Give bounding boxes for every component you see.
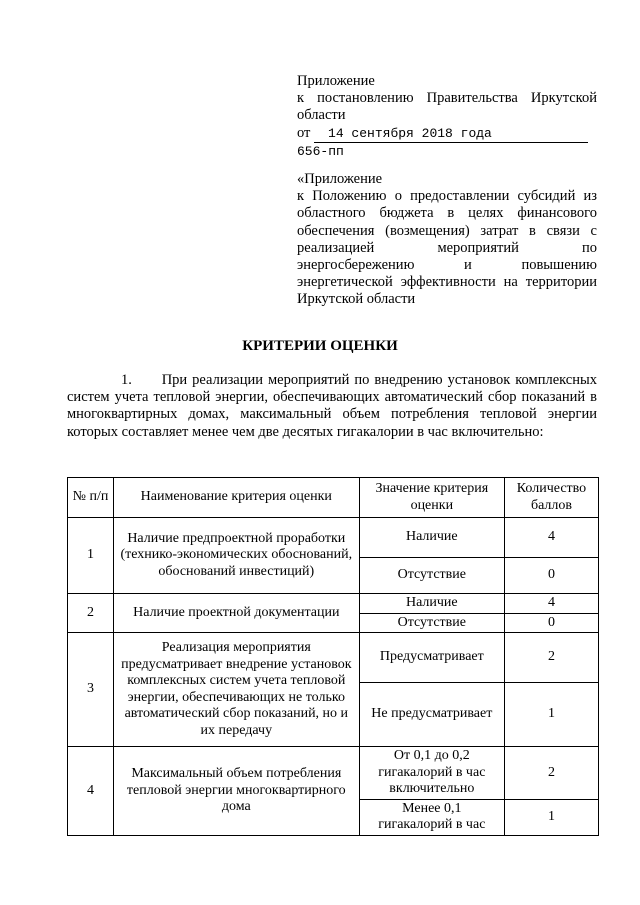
decree-reference: к постановлению Правительства Иркутской (297, 90, 597, 107)
appendix-label-2: «Приложение (297, 171, 383, 188)
row-num: 2 (68, 594, 114, 633)
row-points: 4 (504, 594, 598, 614)
appendix-header (297, 73, 597, 309)
row-num: 1 (68, 518, 114, 594)
header-points: Количество баллов (504, 478, 598, 518)
row-criterion: Наличие проектной документации (113, 594, 359, 633)
row-value: Наличие (359, 518, 504, 558)
appendix-label: Приложение (297, 73, 375, 89)
header-value: Значение критерия оценки (359, 478, 504, 518)
table-row (68, 633, 599, 683)
row-criterion: Максимальный объем потребления тепловой энергии многоквартирного дома (113, 747, 359, 836)
table-row (68, 518, 599, 558)
row-points: 0 (504, 558, 598, 594)
page-title: КРИТЕРИИ ОЦЕНКИ (242, 338, 398, 354)
row-criterion: Реализация мероприятия предусматривает внедрение установок комплексных систем учета тепловой энергии, обеспечивающих не только автоматический сбор показаний, но и их передачу (113, 633, 359, 747)
row-value: Менее 0,1 гигакалорий в час (359, 799, 504, 835)
decree-number: 656-пп (297, 143, 344, 159)
row-points: 4 (504, 518, 598, 558)
header-num: № п/п (68, 478, 114, 518)
table-row (68, 747, 599, 800)
row-value: Не предусматривает (359, 683, 504, 747)
row-value: Отсутствие (359, 558, 504, 594)
intro-paragraph (67, 372, 597, 441)
row-value: Предусматривает (359, 633, 504, 683)
row-points: 2 (504, 747, 598, 800)
region-label: области (297, 107, 346, 124)
header-criterion: Наименование критерия оценки (113, 478, 359, 518)
table-row (68, 594, 599, 614)
row-value: Отсутствие (359, 613, 504, 633)
row-value: От 0,1 до 0,2 гигакалорий в час включительно (359, 747, 504, 800)
row-points: 1 (504, 799, 598, 835)
table-header-row (68, 478, 599, 518)
criteria-table (67, 477, 599, 836)
row-points: 1 (504, 683, 598, 747)
decree-date: 14 сентября 2018 года (314, 125, 588, 143)
row-criterion: Наличие предпроектной проработки (технико-экономических обоснований, обоснований инвестиций) (113, 518, 359, 594)
paragraph-number: 1. (121, 372, 132, 388)
row-value: Наличие (359, 594, 504, 614)
row-points: 2 (504, 633, 598, 683)
row-points: 0 (504, 613, 598, 633)
regulation-reference: к Положению о предоставлении субсидий из областного бюджета в целях финансового обеспечения (возмещения) затрат в связи с реализацией мероприятий по энергосбережению и повышению энергетической эффективности на территории Иркутской области (297, 188, 597, 308)
decree-date-line: от 14 сентября 2018 года (297, 125, 597, 143)
row-num: 3 (68, 633, 114, 747)
row-num: 4 (68, 747, 114, 836)
paragraph-text: При реализации мероприятий по внедрению установок комплексных систем учета тепловой энергии, обеспечивающих автоматический сбор показаний в многоквартирных домах, максимальный объем потребления тепловой энергии которых составляет менее чем две десятых гигакалории в час включительно: (67, 372, 597, 440)
